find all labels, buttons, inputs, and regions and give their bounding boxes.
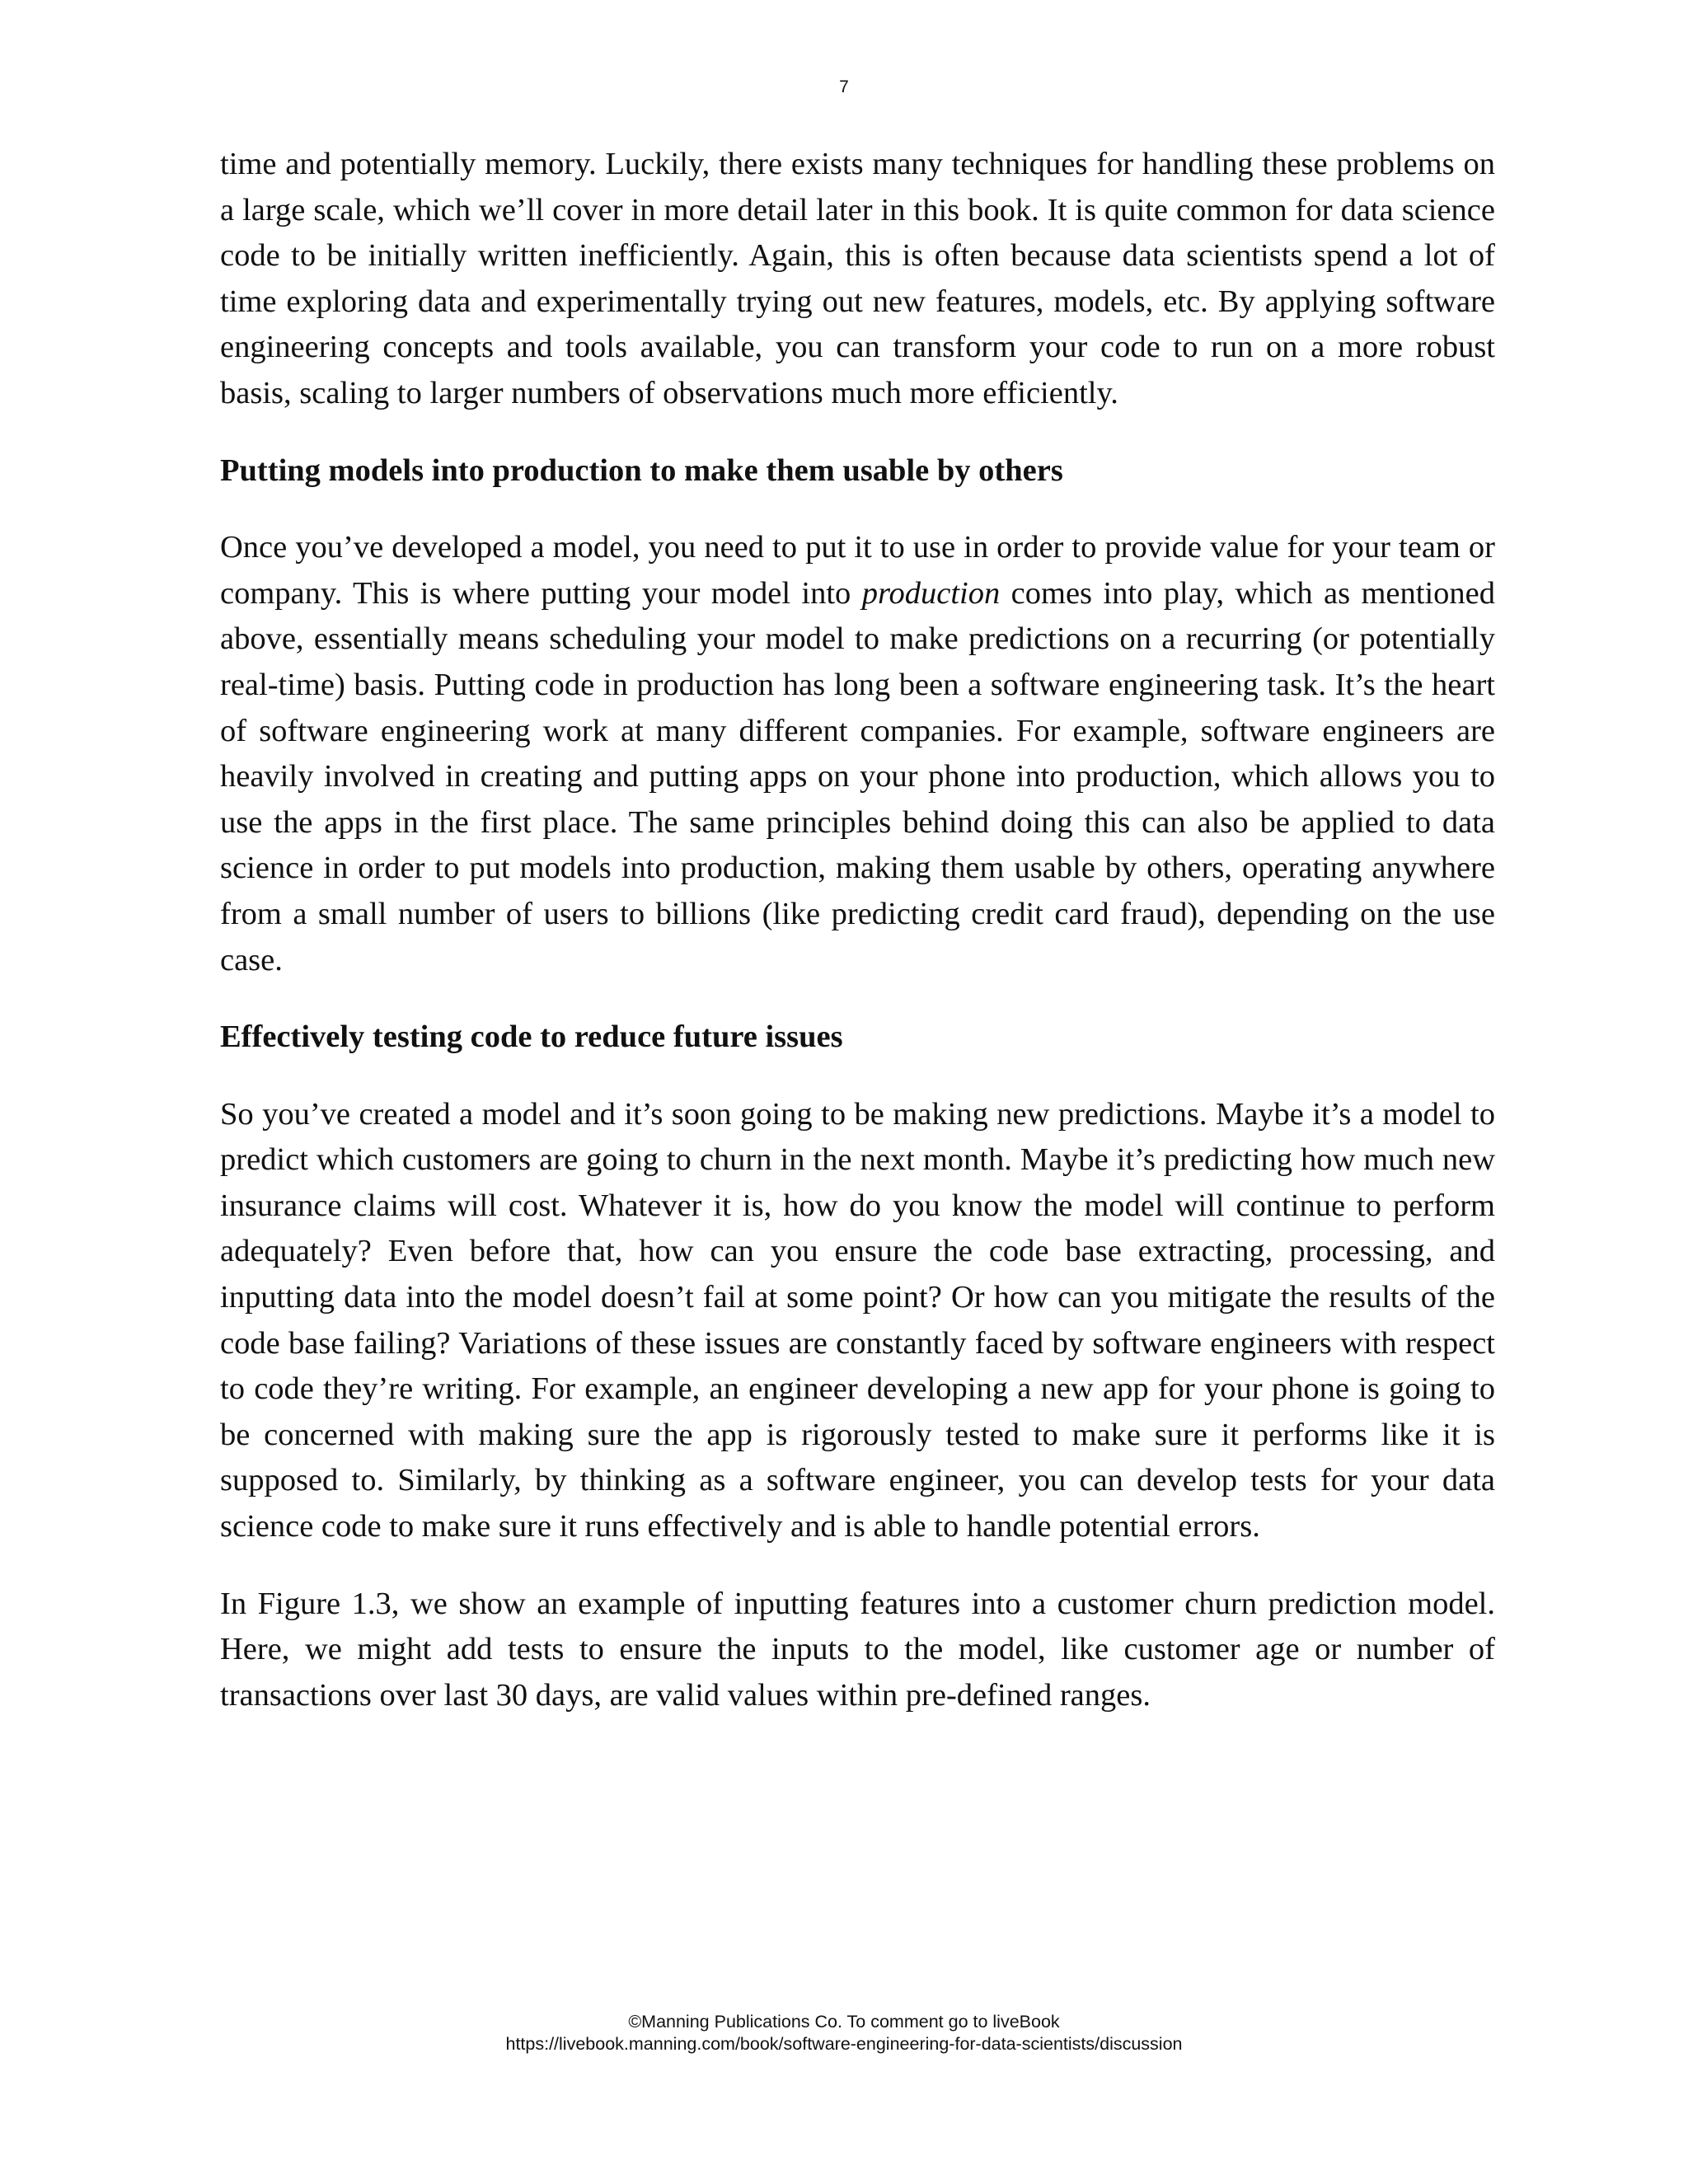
footer-discussion-link[interactable]: https://livebook.manning.com/book/software-engineering-for-data-scientists/discussion (505, 2034, 1183, 2054)
production-emphasis: production (861, 575, 1001, 611)
section-heading-testing: Effectively testing code to reduce future issues (220, 1019, 843, 1055)
intro-paragraph: time and potentially memory. Luckily, there exists many techniques for handling these problems on a large scale, which we’ll cover in more detail later in this book. It is quite common for data science code to be initially written inefficiently. Again, this is often because data scientists spend a lot of time exploring data and experimentally trying out new features, models, etc. By applying software engineering concepts and tools available, you can transform your code to run on a more robust basis, scaling to larger numbers of observations much more efficiently. (220, 147, 1495, 410)
page-body (220, 142, 1495, 1718)
page-number: 7 (839, 77, 849, 96)
production-paragraph-text-after: comes into play, which as mentioned above, essentially means scheduling your model to make predictions on a recurring (or potentially real-time) basis. Putting code in production has long been a software engineering task. It’s the heart of software engineering work at many different companies. For example, software engineers are heavily involved in creating and putting apps on your phone into production, which allows you to use the apps in the first place. The same principles behind doing this can also be applied to data science in order to put models into production, making them usable by others, operating anywhere from a small number of users to billions (like predicting credit card fraud), depending on the use case. (220, 575, 1495, 977)
footer-copyright: ©Manning Publications Co. To comment go to liveBook (628, 2012, 1060, 2032)
production-paragraph (220, 525, 1495, 983)
figure-reference-paragraph: In Figure 1.3, we show an example of inputting features into a customer churn prediction model. Here, we might add tests to ensure the inputs to the model, like customer age or number of transactions over last 30 days, are valid values within pre-defined ranges. (220, 1586, 1495, 1713)
section-heading-production: Putting models into production to make them usable by others (220, 452, 1063, 488)
testing-paragraph: So you’ve created a model and it’s soon going to be making new predictions. Maybe it’s a model to predict which customers are going to churn in the next month. Maybe it’s predicting how much new insurance claims will cost. Whatever it is, how do you know the model will continue to perform adequately? Even before that, how can you ensure the code base extracting, processing, and inputting data into the model doesn’t fail at some point? Or how can you mitigate the results of the code base failing? Variations of these issues are constantly faced by software engineers with respect to code they’re writing. For example, an engineer developing a new app for your phone is going to be concerned with making sure the app is rigorously tested to make sure it performs like it is supposed to. Similarly, by thinking as a software engineer, you can develop tests for your data science code to make sure it runs effectively and is able to handle potential errors. (220, 1096, 1495, 1544)
production-paragraph-text-before: Once you’ve developed a model, you need to put it to use in order to provide value for your team or company. This is where putting your model into (220, 530, 1495, 611)
